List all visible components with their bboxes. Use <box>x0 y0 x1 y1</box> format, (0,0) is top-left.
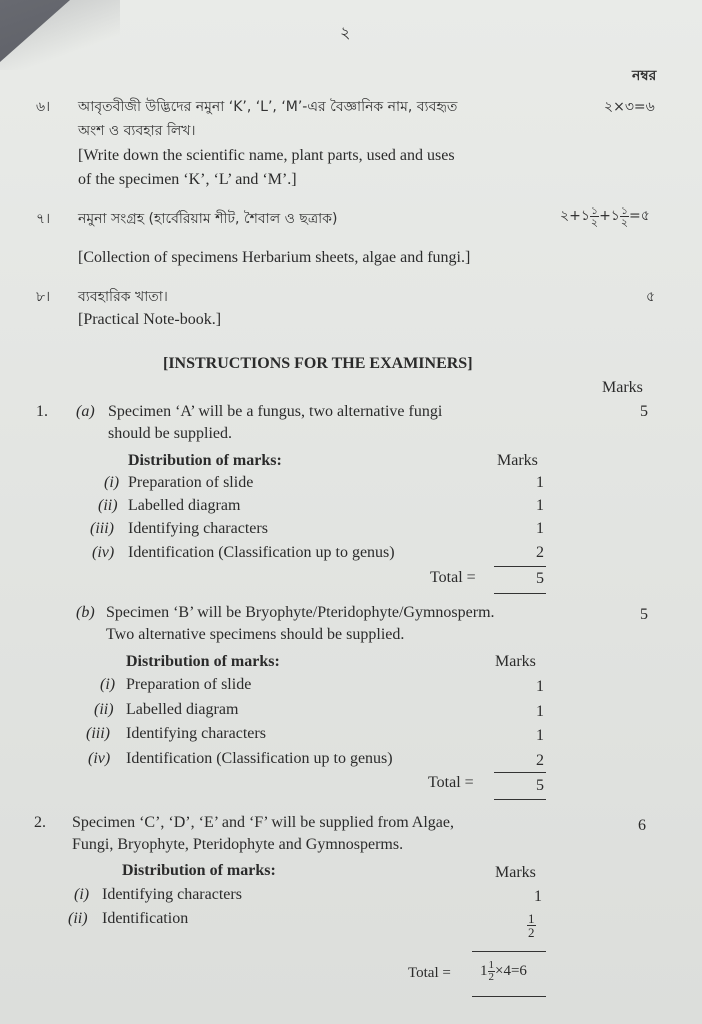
q6-bengali-line2: অংশ ও ব্যবহার লিখ। <box>78 123 196 139</box>
item1b-total-rule <box>494 772 546 773</box>
item1a-total: 5 <box>536 570 544 587</box>
item1b-row4-label: (iv) <box>88 750 111 767</box>
item1a-marks: 5 <box>640 403 648 420</box>
item1a-row2-label: (ii) <box>98 497 118 514</box>
q6-bengali-line1: আবৃতবীজী উদ্ভিদের নমুনা ‘K’, ‘L’, ‘M’-এর বৈজ্ঞানিক নাম, ব্যবহৃত <box>78 99 458 115</box>
item1b-total-underline <box>494 799 546 800</box>
item1a-line1: Specimen ‘A’ will be a fungus, two alternative fungi <box>108 403 443 420</box>
item1a-line2: should be supplied. <box>108 425 232 442</box>
item1b-row2-text: Labelled diagram <box>126 701 239 718</box>
item1b-total-label: Total = <box>428 774 474 791</box>
item1b-row3-mark: 1 <box>536 727 544 744</box>
item1a-row1-label: (i) <box>104 474 120 491</box>
item1b-row4-text: Identification (Classification up to genus) <box>126 750 393 767</box>
marks-column-label: Marks <box>602 379 643 396</box>
page-number: ২ <box>340 23 351 42</box>
item1b-row4-mark: 2 <box>536 752 544 769</box>
item2-total-rule <box>472 951 546 952</box>
instructions-heading: [INSTRUCTIONS FOR THE EXAMINERS] <box>163 355 473 372</box>
q7-marks-fraction: $\frac{১}{২}$ <box>590 203 599 229</box>
item1a-dist-heading: Distribution of marks: <box>128 452 282 469</box>
item1b-dist-heading: Distribution of marks: <box>126 653 280 670</box>
item2-total-tail: ×4=6 <box>495 962 527 979</box>
item1b-marks-heading: Marks <box>495 653 536 670</box>
item2-row2-mark: $\frac{1}{2}$ <box>528 911 535 940</box>
q7-marks <box>560 204 650 228</box>
item1a-row3-mark: 1 <box>536 520 544 537</box>
q7-marks-post: =৫ <box>629 208 650 224</box>
q7-marks-fraction-2: $\frac{১}{২}$ <box>620 203 629 229</box>
item1b-total: 5 <box>536 777 544 794</box>
item1b-line2: Two alternative specimens should be supplied. <box>106 626 405 643</box>
item2-total-fraction: $\frac{1}{2}$ <box>488 959 494 983</box>
item1b-row2-label: (ii) <box>94 701 114 718</box>
item2-marks: 6 <box>638 817 646 834</box>
item1a-row4-label: (iv) <box>92 544 115 561</box>
item1a-row3-text: Identifying characters <box>128 520 268 537</box>
q7-english: [Collection of specimens Herbarium sheets, algae and fungi.] <box>78 249 471 266</box>
item2-total-whole: 1 <box>480 962 488 979</box>
page-corner-fade <box>0 0 120 70</box>
item1a-total-underline <box>494 593 546 594</box>
item1a-total-label: Total = <box>430 569 476 586</box>
item2-row1-label: (i) <box>74 886 90 903</box>
item1a-row4-text: Identification (Classification up to genus) <box>128 544 395 561</box>
q7-marks-pre: ২+১ <box>560 208 590 224</box>
item1-number: 1. <box>36 403 48 420</box>
item1a-total-rule <box>494 566 546 567</box>
q6-marks: ২×৩=৬ <box>604 99 655 115</box>
marks-header-bengali: নম্বর <box>632 68 657 84</box>
item2-marks-heading: Marks <box>495 864 536 881</box>
q6-number: ৬। <box>36 99 51 115</box>
q8-marks: ৫ <box>646 289 656 305</box>
item1b-row3-label: (iii) <box>86 725 110 742</box>
item1b-line1: Specimen ‘B’ will be Bryophyte/Pteridophyte/Gymnosperm. <box>106 604 495 621</box>
item1b-row1-text: Preparation of slide <box>126 676 252 693</box>
item1b-marks: 5 <box>640 606 648 623</box>
q6-english-line1: [Write down the scientific name, plant parts, used and uses <box>78 147 455 164</box>
item1a-row1-text: Preparation of slide <box>128 474 254 491</box>
q8-number: ৮। <box>36 289 51 305</box>
q7-number: ৭। <box>36 211 51 227</box>
item2-total-value <box>480 960 527 983</box>
item1a-row4-mark: 2 <box>536 544 544 561</box>
item1b-row1-label: (i) <box>100 676 116 693</box>
item1a-row2-text: Labelled diagram <box>128 497 241 514</box>
item1b-label: (b) <box>76 604 95 621</box>
item2-dist-heading: Distribution of marks: <box>122 862 276 879</box>
q7-bengali: নমুনা সংগ্রহ (হার্বেরিয়াম শীট, শৈবাল ও ছত্রাক) <box>78 211 338 227</box>
item2-line1: Specimen ‘C’, ‘D’, ‘E’ and ‘F’ will be supplied from Algae, <box>72 814 454 831</box>
item1a-label: (a) <box>76 403 95 420</box>
q6-english-line2: of the specimen ‘K’, ‘L’ and ‘M’.] <box>78 171 297 188</box>
item2-line2: Fungi, Bryophyte, Pteridophyte and Gymnosperms. <box>72 836 404 853</box>
item1a-row3-label: (iii) <box>90 520 114 537</box>
item2-row1-text: Identifying characters <box>102 886 242 903</box>
item2-total-label: Total = <box>408 965 451 981</box>
item1a-row1-mark: 1 <box>536 474 544 491</box>
item1b-row3-text: Identifying characters <box>126 725 266 742</box>
item2-total-underline <box>472 996 546 997</box>
q8-english: [Practical Note-book.] <box>78 311 222 328</box>
item2-row2-text: Identification <box>102 910 189 927</box>
q8-bengali: ব্যবহারিক খাতা। <box>78 289 168 305</box>
item1b-row1-mark: 1 <box>536 678 544 695</box>
item1b-row2-mark: 1 <box>536 703 544 720</box>
item1a-marks-heading: Marks <box>497 452 538 469</box>
q7-marks-mid: +১ <box>599 208 620 224</box>
item2-number: 2. <box>34 814 46 831</box>
item2-row1-mark: 1 <box>534 888 542 905</box>
item2-row2-label: (ii) <box>68 910 88 927</box>
item1a-row2-mark: 1 <box>536 497 544 514</box>
